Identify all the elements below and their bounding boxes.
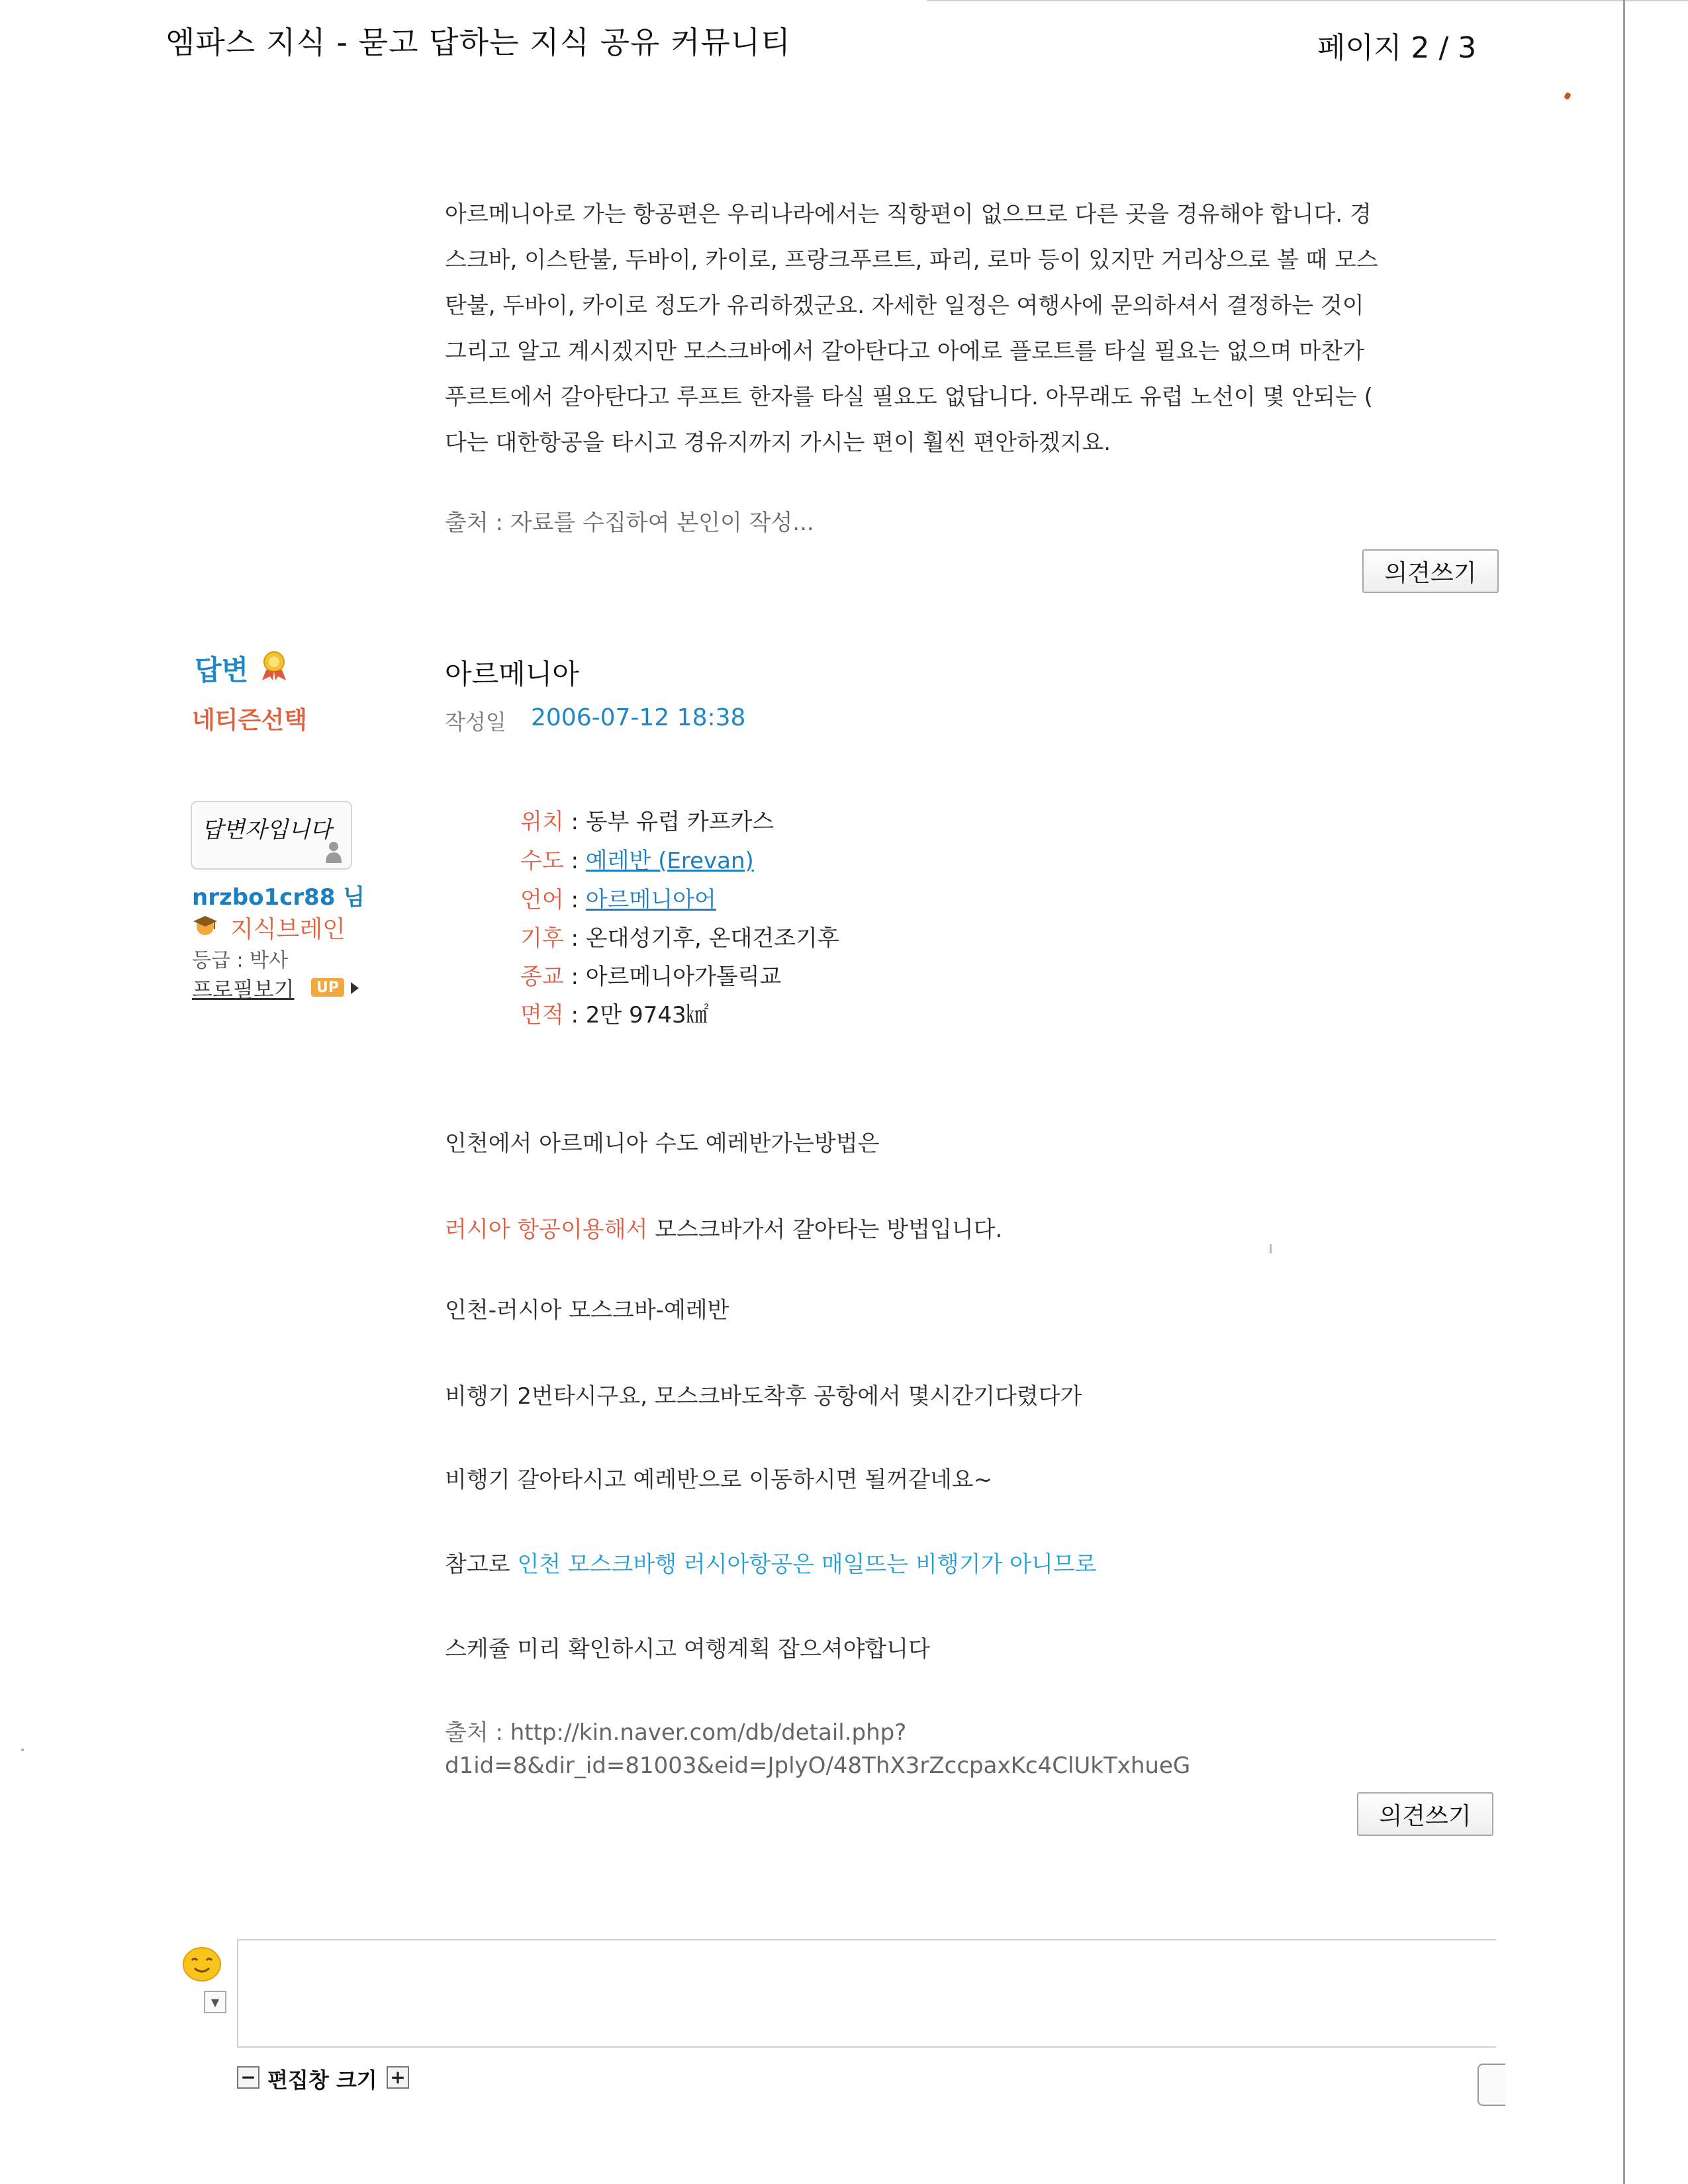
previous-answer-line: 그리고 알고 계시겠지만 모스크바에서 갈아탄다고 아에로 플로트를 타실 필요는 없으며 마찬가 [445,338,1364,365]
info-key: 종교 [520,964,564,990]
answer-paragraph: 인천-러시아 모스크바-예레반 [445,1297,729,1324]
capital-link[interactable]: 예레반 (Erevan) [585,848,754,874]
info-row: 위치 : 동부 유럽 카프카스 [520,809,774,835]
rank-label: 지식브레인 [230,916,346,943]
expand-editor-button[interactable]: + [387,2066,409,2089]
previous-answer-line: 탄불, 두바이, 카이로 정도가 유리하겠군요. 자세한 일정은 여행사에 문의하셔서 결정하는 것이 [445,293,1364,319]
grade-label: 등급 : 박사 [192,949,289,972]
date-label: 작성일 [445,709,506,735]
answer-paragraph [445,1211,1002,1244]
username[interactable]: nrzbo1cr88 님 [192,884,365,911]
info-key: 수도 [520,848,564,874]
previous-answer-line: 푸르트에서 갈아탄다고 루프트 한자를 타실 필요도 없답니다. 아무래도 유럽 노선이 몇 안되는 ( [445,384,1373,410]
info-row: 면적 : 2만 9743㎢ [520,1002,709,1028]
opinion-button[interactable]: 의견쓰기 [1362,549,1499,593]
info-value: 동부 유럽 카프카스 [585,809,774,835]
answer-text: 참고로 [445,1551,518,1578]
info-row: 종교 : 아르메니아가톨릭교 [520,964,782,990]
info-key: 언어 [520,887,564,913]
answer-paragraph: 비행기 갈아타시고 예레반으로 이동하시면 될꺼같네요~ [445,1467,993,1493]
info-value: 2만 9743㎢ [585,1002,709,1028]
answer-label: 답변 [195,654,249,686]
previous-answer-line: 다는 대한항공을 타시고 경유지까지 가시는 편이 훨씬 편안하겠지요. [445,430,1111,456]
previous-answer-line: 아르메니아로 가는 항공편은 우리나라에서는 직항편이 없으므로 다른 곳을 경유해야 합니다. 경 [445,201,1372,228]
previous-answer-line: 스크바, 이스탄불, 두바이, 카이로, 프랑크푸르트, 파리, 로마 등이 있지만 거리상으로 볼 때 모스 [445,247,1378,273]
highlight-blue: 인천 모스크바행 러시아항공은 매일뜨는 비행기가 아니므로 [517,1551,1097,1578]
top-rule [927,0,1688,1]
scan-speck [1270,1244,1272,1253]
page-title: 엠파스 지식 - 묻고 답하는 지식 공유 커뮤니티 [165,24,791,60]
submit-button[interactable] [1477,2064,1505,2106]
answer-date: 2006-07-12 18:38 [531,704,746,731]
graduation-cap-icon [192,913,218,937]
info-value: 아르메니아가톨릭교 [585,964,782,990]
answer-paragraph: 비행기 2번타시구요, 모스크바도착후 공항에서 몇시간기다렸다가 [445,1383,1082,1410]
info-row: 수도 : 예레반 (Erevan) [520,848,754,874]
arrow-right-icon [351,982,359,994]
person-icon [324,841,343,863]
answer-paragraph [445,1546,1096,1578]
info-key: 기후 [520,925,564,952]
highlight-red: 러시아 항공이용해서 [445,1216,648,1243]
info-row: 언어 : 아르메니아어 [520,887,716,913]
netizen-choice-label: 네티즌선택 [192,707,307,734]
profile-link[interactable]: 프로필보기 [192,977,295,1002]
previous-answer-source: 출처 : 자료를 수집하여 본인이 작성... [445,510,814,536]
medal-icon [259,650,289,682]
up-badge: UP [311,978,344,997]
emoji-icon[interactable] [181,1946,222,1983]
answer-text: 모스크바가서 갈아타는 방법입니다. [647,1216,1003,1243]
avatar-text: 답변자입니다 [201,817,332,843]
shrink-editor-button[interactable]: − [237,2066,259,2089]
comment-editor[interactable] [237,1939,1496,2048]
answer-paragraph: 인천에서 아르메니아 수도 예레반가는방법은 [445,1130,880,1157]
info-value: 온대성기후, 온대건조기후 [585,925,839,952]
previous-answer-body [445,192,1511,466]
opinion-button[interactable]: 의견쓰기 [1357,1792,1493,1836]
page-edge-rule [1623,0,1625,2184]
info-row: 기후 : 온대성기후, 온대건조기후 [520,925,839,952]
answer-source-line: 출처 : http://kin.naver.com/db/detail.php? [445,1719,907,1746]
chevron-down-icon[interactable]: ▼ [204,1991,226,2013]
avatar[interactable] [191,801,352,870]
page-number: 페이지 2 / 3 [1317,31,1477,65]
info-key: 면적 [520,1002,564,1028]
info-key: 위치 [520,809,564,835]
scan-speck [21,1749,24,1751]
answer-source-url[interactable]: d1id=8&dir_id=81003&eid=JplyO/48ThX3rZccpaxKc4ClUkTxhueG [445,1752,1191,1779]
answer-title: 아르메니아 [445,658,579,690]
scan-mark [1564,92,1571,101]
answer-paragraph: 스케쥴 미리 확인하시고 여행계획 잡으셔야합니다 [445,1636,930,1662]
language-link[interactable]: 아르메니아어 [585,887,716,913]
editor-size-label: 편집창 크기 [267,2068,377,2093]
